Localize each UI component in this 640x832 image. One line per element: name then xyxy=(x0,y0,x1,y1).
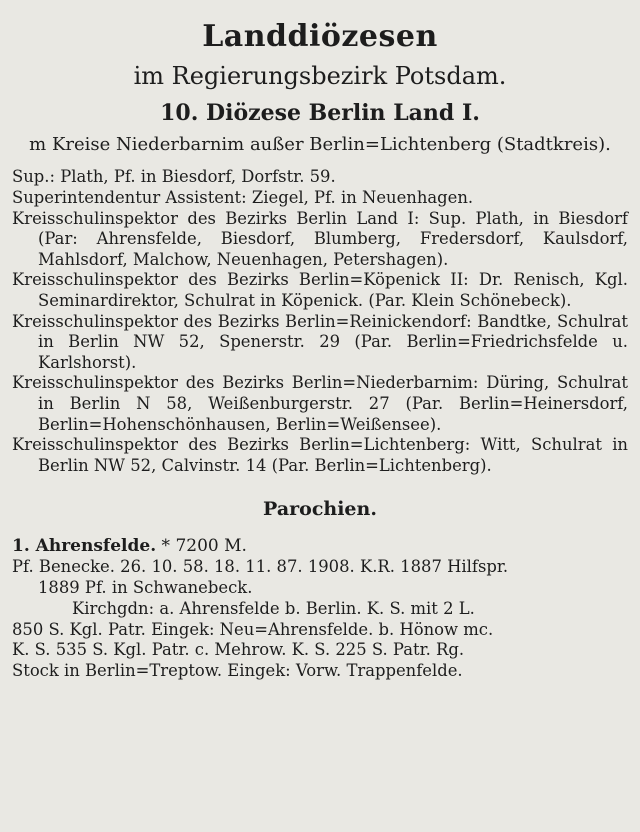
parochien-heading: Parochien. xyxy=(263,498,377,521)
parish-name: 1. Ahrensfelde. xyxy=(12,536,157,557)
entry-inspector-reinickendorf: Kreisschulinspektor des Bezirks Berlin=Reinickendorf: Bandtke, Schulrat in Berlin NW 52, Spenerstr. 29 (Par. Berlin=Friedrichsfelde u. Karlshorst). xyxy=(12,311,628,372)
entry-assistant: Superintendentur Assistent: Ziegel, Pf. in Neuenhagen. xyxy=(12,188,474,208)
page-subtitle: im Regierungsbezirk Potsdam. xyxy=(133,62,507,90)
entries-list xyxy=(12,167,628,476)
pastor-line-2: 1889 Pf. in Schwanebeck. xyxy=(38,577,253,597)
kirch-line-2: 850 S. Kgl. Patr. Eingek: Neu=Ahrensfelde. b. Hönow mc. xyxy=(12,619,494,639)
page-title: Landdiözesen xyxy=(202,19,438,54)
entry-inspector-koepenick: Kreisschulinspektor des Bezirks Berlin=Köpenick II: Dr. Renisch, Kgl. Seminardirektor, Schulrat in Köpenick. (Par. Klein Schönebeck). xyxy=(12,270,628,311)
diocese-heading: 10. Diözese Berlin Land I. xyxy=(160,99,480,126)
entry-superintendent: Sup.: Plath, Pf. in Biesdorf, Dorfstr. 59. xyxy=(12,167,336,187)
kirch-line-3: K. S. 535 S. Kgl. Patr. c. Mehrow. K. S. 225 S. Patr. Rg. xyxy=(12,640,465,660)
kreis-line: m Kreise Niederbarnim außer Berlin=Lichtenberg (Stadtkreis). xyxy=(29,133,611,155)
parish-population: * 7200 M. xyxy=(161,536,247,557)
kirch-line-4: Stock in Berlin=Treptow. Eingek: Vorw. Trappenfelde. xyxy=(12,661,463,681)
entry-inspector-niederbarnim: Kreisschulinspektor des Bezirks Berlin=Niederbarnim: Düring, Schulrat in Berlin N 58, Weißenburgerstr. 27 (Par. Berlin=Heinersdorf, Berlin=Hohenschönhausen, Berlin=Weißensee). xyxy=(12,373,628,434)
entry-inspector-lichtenberg: Kreisschulinspektor des Bezirks Berlin=Lichtenberg: Witt, Schulrat in Berlin NW 52, Calvinstr. 14 (Par. Berlin=Lichtenberg). xyxy=(12,435,628,475)
parish-title-line xyxy=(12,535,628,557)
kirch-line-1: Kirchgdn: a. Ahrensfelde b. Berlin. K. S. mit 2 L. xyxy=(72,598,475,618)
pastor-line-1: Pf. Benecke. 26. 10. 58. 18. 11. 87. 1908. K.R. 1887 Hilfspr. xyxy=(12,557,509,577)
entry-inspector-land-i: Kreisschulinspektor des Bezirks Berlin Land I: Sup. Plath, in Biesdorf (Par: Ahrensfelde, Biesdorf, Blumberg, Fredersdorf, Kaulsdorf, Mahlsdorf, Malchow, Neuenhagen, Petershagen). xyxy=(12,208,628,269)
